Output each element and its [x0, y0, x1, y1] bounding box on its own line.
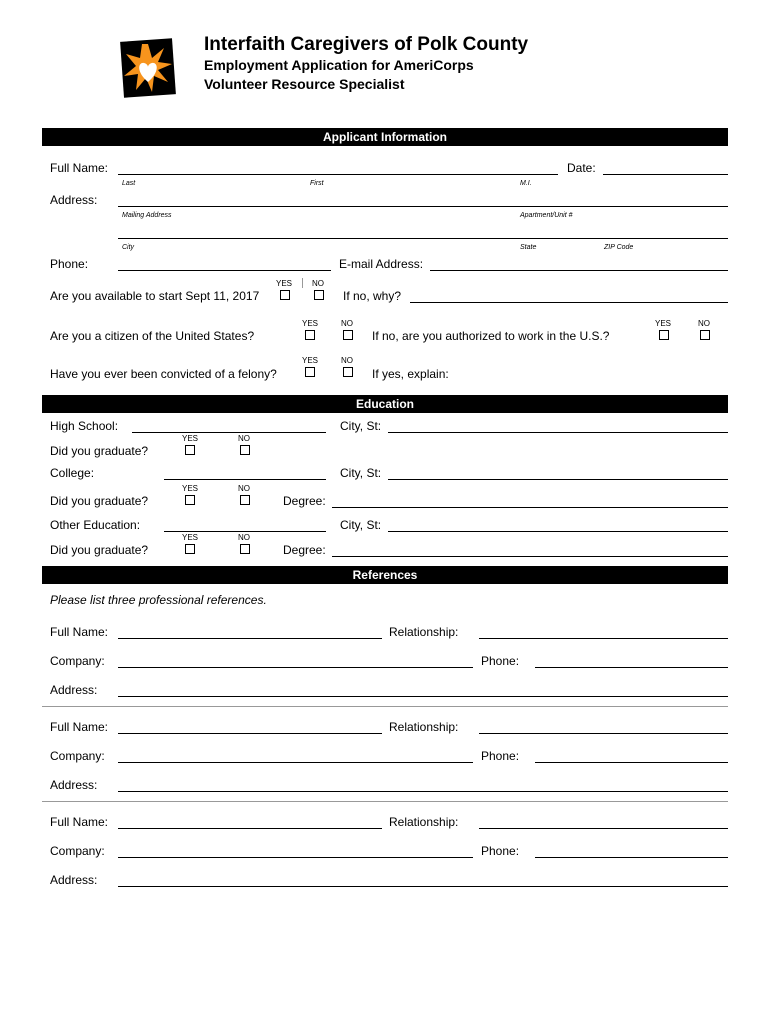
felony-question: Have you ever been convicted of a felony?	[50, 367, 277, 381]
ref-separator	[42, 801, 728, 802]
college-yes-label: YES	[182, 484, 199, 493]
date-field[interactable]	[603, 174, 728, 175]
authorized-no-label: NO	[698, 319, 710, 328]
college-graduate-question: Did you graduate?	[50, 494, 149, 508]
college-city-st-label: City, St:	[340, 466, 382, 480]
citizen-yes-checkbox-icon[interactable]	[305, 330, 315, 340]
ref1-relationship-field[interactable]	[479, 638, 728, 639]
other-degree-field[interactable]	[332, 556, 728, 557]
phone-label: Phone:	[50, 257, 89, 271]
hs-yes-label: YES	[182, 434, 199, 443]
ref3-full-name-label: Full Name:	[50, 815, 109, 829]
ref3-relationship-label: Relationship:	[389, 815, 459, 829]
citizen-no-checkbox-icon[interactable]	[343, 330, 353, 340]
hs-graduate-question: Did you graduate?	[50, 444, 149, 458]
college-city-st-field[interactable]	[388, 479, 728, 480]
city-state-zip-field[interactable]	[118, 238, 728, 239]
ref3-relationship-field[interactable]	[479, 828, 728, 829]
phone-field[interactable]	[118, 270, 331, 271]
date-label: Date:	[567, 161, 596, 175]
hs-city-st-field[interactable]	[388, 432, 728, 433]
felony-yes-label: YES	[302, 356, 319, 365]
authorized-yes-checkbox-icon[interactable]	[659, 330, 669, 340]
ref3-phone-field[interactable]	[535, 857, 728, 858]
ref3-phone-label: Phone:	[481, 844, 520, 858]
ref3-company-label: Company:	[50, 844, 105, 858]
subtitle-program: Employment Application for AmeriCorps	[204, 57, 474, 73]
ref1-phone-field[interactable]	[535, 667, 728, 668]
ref2-full-name-field[interactable]	[118, 733, 382, 734]
section-references: References	[42, 566, 728, 584]
sub-state: State	[520, 244, 537, 251]
other-education-label: Other Education:	[50, 518, 141, 532]
full-name-label: Full Name:	[50, 161, 109, 175]
ref1-address-field[interactable]	[118, 696, 728, 697]
available-question: Are you available to start Sept 11, 2017	[50, 289, 260, 303]
ref1-full-name-label: Full Name:	[50, 625, 109, 639]
college-field[interactable]	[164, 479, 326, 480]
divider	[302, 278, 303, 288]
ref1-relationship-label: Relationship:	[389, 625, 459, 639]
college-degree-label: Degree:	[283, 494, 326, 508]
high-school-label: High School:	[50, 419, 119, 433]
other-yes-checkbox-icon[interactable]	[185, 544, 195, 554]
ref3-company-field[interactable]	[118, 857, 473, 858]
sub-mi: M.I.	[520, 180, 532, 187]
email-field[interactable]	[430, 270, 728, 271]
other-city-st-field[interactable]	[388, 531, 728, 532]
sub-first: First	[310, 180, 324, 187]
high-school-field[interactable]	[132, 432, 326, 433]
college-no-checkbox-icon[interactable]	[240, 495, 250, 505]
ref1-phone-label: Phone:	[481, 654, 520, 668]
ref3-address-label: Address:	[50, 873, 98, 887]
org-title: Interfaith Caregivers of Polk County	[204, 34, 529, 55]
other-no-checkbox-icon[interactable]	[240, 544, 250, 554]
sub-city: City	[122, 244, 135, 251]
full-name-field[interactable]	[118, 174, 558, 175]
ref1-full-name-field[interactable]	[118, 638, 382, 639]
ref3-full-name-field[interactable]	[118, 828, 382, 829]
other-yes-label: YES	[182, 533, 199, 542]
college-label: College:	[50, 466, 95, 480]
section-applicant-info: Applicant Information	[42, 128, 728, 146]
sub-last: Last	[122, 180, 136, 187]
ref2-address-label: Address:	[50, 778, 98, 792]
felony-yes-checkbox-icon[interactable]	[305, 367, 315, 377]
college-no-label: NO	[238, 484, 250, 493]
available-yes-label: YES	[276, 279, 293, 288]
ref2-phone-label: Phone:	[481, 749, 520, 763]
if-yes-explain-label: If yes, explain:	[372, 367, 449, 381]
ref2-address-field[interactable]	[118, 791, 728, 792]
college-degree-field[interactable]	[332, 507, 728, 508]
sub-apt: Apartment/Unit #	[520, 212, 573, 219]
ref2-relationship-label: Relationship:	[389, 720, 459, 734]
ref2-relationship-field[interactable]	[479, 733, 728, 734]
mailing-address-field[interactable]	[118, 206, 728, 207]
felony-no-checkbox-icon[interactable]	[343, 367, 353, 377]
sub-zip: ZIP Code	[604, 244, 634, 251]
available-no-checkbox-icon[interactable]	[314, 290, 324, 300]
other-degree-label: Degree:	[283, 543, 326, 557]
authorized-yes-label: YES	[655, 319, 672, 328]
section-education: Education	[42, 395, 728, 413]
references-instruction: Please list three professional references.	[50, 593, 267, 607]
ref3-address-field[interactable]	[118, 886, 728, 887]
citizen-no-label: NO	[341, 319, 353, 328]
hs-yes-checkbox-icon[interactable]	[185, 445, 195, 455]
other-graduate-question: Did you graduate?	[50, 543, 149, 557]
other-no-label: NO	[238, 533, 250, 542]
sub-mailing: Mailing Address	[122, 212, 172, 219]
ref2-company-label: Company:	[50, 749, 105, 763]
authorized-question: If no, are you authorized to work in the U.S.?	[372, 329, 610, 343]
ref1-company-label: Company:	[50, 654, 105, 668]
ref2-phone-field[interactable]	[535, 762, 728, 763]
ref1-company-field[interactable]	[118, 667, 473, 668]
felony-no-label: NO	[341, 356, 353, 365]
citizen-question: Are you a citizen of the United States?	[50, 329, 255, 343]
address-label: Address:	[50, 193, 98, 207]
citizen-yes-label: YES	[302, 319, 319, 328]
college-yes-checkbox-icon[interactable]	[185, 495, 195, 505]
other-education-field[interactable]	[164, 531, 326, 532]
available-no-label: NO	[312, 279, 324, 288]
hs-no-checkbox-icon[interactable]	[240, 445, 250, 455]
logo-starburst-heart-icon	[120, 38, 176, 98]
hs-no-label: NO	[238, 434, 250, 443]
ref1-address-label: Address:	[50, 683, 98, 697]
email-label: E-mail Address:	[339, 257, 424, 271]
subtitle-position: Volunteer Resource Specialist	[204, 76, 405, 92]
ref2-full-name-label: Full Name:	[50, 720, 109, 734]
ref2-company-field[interactable]	[118, 762, 473, 763]
authorized-no-checkbox-icon[interactable]	[700, 330, 710, 340]
other-city-st-label: City, St:	[340, 518, 382, 532]
available-yes-checkbox-icon[interactable]	[280, 290, 290, 300]
if-no-why-field[interactable]	[410, 302, 728, 303]
if-no-why-label: If no, why?	[343, 289, 402, 303]
ref-separator	[42, 706, 728, 707]
hs-city-st-label: City, St:	[340, 419, 382, 433]
